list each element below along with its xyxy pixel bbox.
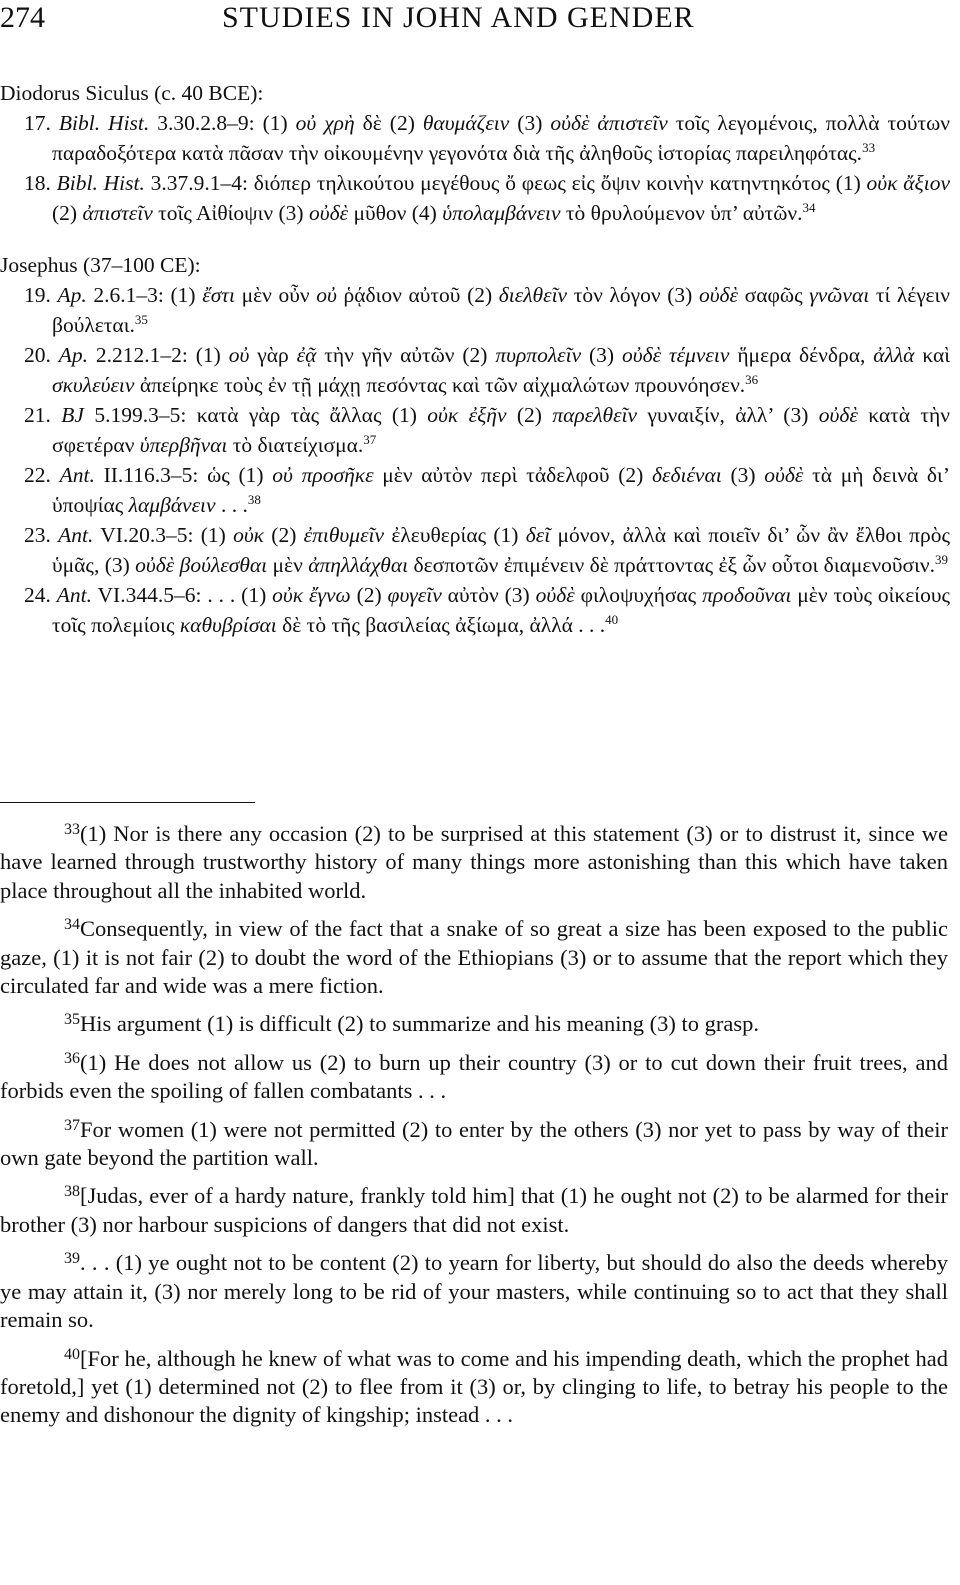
footnote-number: 36	[64, 1049, 80, 1067]
italic-text: Ant.	[58, 523, 94, 547]
italic-text: οὐδὲ βούλεσθαι	[135, 553, 268, 577]
citation-entry	[0, 460, 950, 520]
entry-number: 17.	[24, 111, 51, 135]
footnote-number: 33	[64, 821, 80, 838]
footnote-ref: 37	[363, 431, 377, 447]
entry-text: μῦθον (4)	[348, 201, 443, 225]
entry-text: μὲν τοὺς οἰκείους τοῖς πολεμίοις	[52, 583, 950, 637]
entry-text: σαφῶς	[738, 283, 810, 307]
footnote-number: 39	[64, 1250, 80, 1268]
footnote-ref: 38	[247, 491, 261, 507]
running-header	[0, 0, 950, 40]
entry-number: 24.	[24, 583, 51, 607]
italic-text: ὑπολαμβάνειν	[442, 201, 561, 225]
citation-entry	[0, 168, 950, 228]
italic-text: θαυμάζειν	[422, 111, 510, 135]
italic-text: οὐδὲ	[535, 583, 575, 607]
italic-text: καθυβρίσαι	[179, 613, 277, 637]
entry-text: (3)	[581, 343, 622, 367]
entry-text: (2)	[264, 523, 304, 547]
entry-text: 2.212.1–2: (1)	[88, 343, 229, 367]
entry-text: μὲν οὖν	[234, 283, 317, 307]
entry-text	[51, 463, 60, 487]
entry-text: ῥᾴδιον αὐτοῦ (2)	[336, 283, 499, 307]
entry-text: (3)	[509, 111, 551, 135]
entry-text: (2)	[350, 583, 388, 607]
entry-text: (2)	[506, 403, 553, 427]
footnote-text: . . . (1) ye ought not to be content (2) to yearn for liberty, but should do also the deeds whereby ye may attain it, (3) nor merely long to be rid of your masters, while continuing so to act that they shall remain so.	[0, 1250, 948, 1333]
italic-text: σκυλεύειν	[52, 373, 135, 397]
entry-text: τὸ διατείχισμα.	[227, 433, 364, 457]
italic-text: οὐκ ἐξῆν	[427, 403, 507, 427]
entry-text: μὲν αὐτὸν περὶ τἀδελφοῦ (2)	[373, 463, 653, 487]
entry-text: ἐλευθερίας (1)	[384, 523, 526, 547]
italic-text: ἔστι	[202, 283, 235, 307]
footnote-number: 37	[64, 1116, 80, 1134]
footnote-ref: 35	[134, 311, 148, 327]
citation-entry	[0, 280, 950, 340]
italic-text: δεδιέναι	[652, 463, 722, 487]
entry-text: 3.37.9.1–4: διόπερ τηλικούτου μεγέθους ὄ φεως εἰς ὄψιν κοινὴν κατηντηκότος (1)	[144, 171, 867, 195]
footnote-ref: 39	[935, 551, 949, 567]
entry-text: (3)	[721, 463, 765, 487]
italic-text: γνῶναι	[809, 283, 870, 307]
italic-text: οὐ	[228, 343, 250, 367]
italic-text: οὐκ ἄξιον	[866, 171, 951, 195]
footnote	[0, 1249, 948, 1334]
italic-text: Bibl. Hist.	[58, 111, 150, 135]
entry-text: VI.344.5–6: . . . (1)	[92, 583, 273, 607]
italic-text: οὐκ	[233, 523, 265, 547]
footnote-text: [Judas, ever of a hardy nature, frankly told him] that (1) he ought not (2) to be alarmed for their brother (3) nor harbour suspicions of dangers that did not exist.	[0, 1183, 948, 1237]
footnote-text: [For he, although he knew of what was to come and his impending death, which the prophet had foretold,] yet (1) determined not (2) to flee from it (3) or, by clinging to life, to betray his people to the enemy and dishonour the dignity of kingship; instead . . .	[0, 1345, 948, 1428]
entry-text: γυναιξίν, ἀλλ’ (3)	[637, 403, 819, 427]
italic-text: λαμβάνειν	[128, 493, 216, 517]
italic-text: πυρπολεῖν	[495, 343, 582, 367]
italic-text: παρελθεῖν	[552, 403, 638, 427]
entry-text: τοῖς Αἰθίοψιν (3)	[152, 201, 309, 225]
entry-text: καὶ	[914, 343, 951, 367]
footnote	[0, 820, 948, 905]
entry-text: τί λέγειν βούλεται.	[52, 283, 951, 337]
entry-text: 3.30.2.8–9: (1)	[149, 111, 296, 135]
footnote-number: 35	[64, 1011, 80, 1029]
entry-text	[51, 283, 58, 307]
italic-text: διελθεῖν	[498, 283, 568, 307]
entry-text: δὲ τὸ τῆς βασιλείας ἀξίωμα, ἀλλά . . .	[276, 613, 606, 637]
footnote-text: For women (1) were not permitted (2) to enter by the others (3) nor yet to pass by way of their own gate beyond the partition wall.	[0, 1116, 948, 1171]
entry-text: 5.199.3–5: κατὰ γὰρ τὰς ἄλλας (1)	[83, 403, 428, 427]
entry-text: τὴν γῆν αὐτῶν (2)	[316, 343, 496, 367]
italic-text: οὐ χρὴ	[295, 111, 355, 135]
entry-text	[51, 111, 59, 135]
italic-text: οὐδὲ	[698, 283, 739, 307]
italic-text: Bibl. Hist.	[56, 171, 145, 195]
citation-entry	[0, 340, 950, 400]
italic-text: οὐ	[316, 283, 337, 307]
footnote-text: His argument (1) is difficult (2) to summarize and his meaning (3) to grasp.	[80, 1011, 760, 1037]
footnote-number: 40	[64, 1345, 80, 1363]
italic-text: ὑπερβῆναι	[139, 433, 228, 457]
italic-text: οὐδὲ ἀπιστεῖν	[550, 111, 668, 135]
entry-text: τοῖς λεγομένοις, πολλὰ τούτων παραδοξότερα κατὰ πᾶσαν τὴν οἰκουμένην γεγονότα διὰ τῆς ἀληθοῦς ἱστορίας παρειληφότας.	[52, 111, 951, 165]
entry-text: 2.6.1–3: (1)	[86, 283, 203, 307]
italic-text: Ant.	[56, 583, 93, 607]
entry-number: 20.	[24, 343, 51, 367]
entry-text: τὰ μὴ δεινὰ δι’ ὑποψίας	[52, 463, 950, 517]
entry-text: δεσποτῶν ἐπιμένειν δὲ πράττοντας ἐξ ὧν οὗτοι διαμενοῦσιν.	[408, 553, 936, 577]
entry-text: κατὰ τὴν σφετέραν	[52, 403, 951, 457]
entry-text: ἀπείρηκε τοὺς ἐν τῇ μάχῃ πεσόντας καὶ τῶν αἰχμαλώτων προυνόησεν.	[134, 373, 746, 397]
entry-number: 19.	[24, 283, 51, 307]
entry-text: . . .	[215, 493, 248, 517]
footnote-text: Consequently, in view of the fact that a snake of so great a size has been exposed to the public gaze, (1) it is not fair (2) to doubt the word of the Ethiopians (3) or to assume that the report which they circulated far and wide was a mere fiction.	[0, 916, 948, 999]
citation-entry	[0, 580, 950, 640]
citation-entry	[0, 400, 950, 460]
section-label: Josephus (37–100 CE):	[0, 253, 201, 277]
entry-text	[51, 403, 61, 427]
section-gap	[0, 228, 950, 250]
footnote-rule	[0, 802, 255, 803]
italic-text: οὐδὲ	[308, 201, 349, 225]
footnote-ref: 36	[745, 371, 759, 387]
italic-text: ἐᾷ	[296, 343, 317, 367]
main-text	[0, 78, 950, 640]
italic-text: οὐ προσῆκε	[272, 463, 374, 487]
italic-text: BJ	[61, 403, 84, 427]
entry-text: δὲ (2)	[354, 111, 423, 135]
footnote-ref: 40	[605, 611, 619, 627]
section-label: Diodorus Siculus (c. 40 BCE):	[0, 81, 264, 105]
entry-number: 18.	[24, 171, 51, 195]
entry-number: 23.	[24, 523, 51, 547]
entry-text: ἥμερα δένδρα,	[729, 343, 874, 367]
entry-number: 22.	[24, 463, 51, 487]
italic-text: Ant.	[59, 463, 95, 487]
entry-text: μόνον, ἀλλὰ καὶ ποιεῖν δι’ ὧν ἂν ἔλθοι πρὸς ὑμᾶς, (3)	[52, 523, 950, 577]
footnote	[0, 1010, 948, 1038]
footnote-text: (1) Nor is there any occasion (2) to be surprised at this statement (3) or to distrust it, since we have learned through trustworthy history of many things more astonishing than this which have taken place throughout all the inhabited world.	[0, 821, 948, 903]
entry-text: φιλοψυχήσας	[574, 583, 703, 607]
entry-number: 21.	[24, 403, 51, 427]
italic-text: φυγεῖν	[387, 583, 442, 607]
italic-text: οὐδὲ τέμνειν	[621, 343, 730, 367]
entry-text: τὸ θρυλούμενον ὑπ’ αὐτῶν.	[560, 201, 803, 225]
italic-text: Ap.	[57, 283, 87, 307]
page-number: 274	[0, 1, 45, 34]
footnote-ref: 34	[802, 199, 816, 215]
footnote	[0, 1345, 948, 1430]
footnote	[0, 915, 948, 1000]
italic-text: προδοῦναι	[702, 583, 792, 607]
citation-entry	[0, 520, 950, 580]
entry-text: (2)	[52, 201, 83, 225]
italic-text: ἐπιθυμεῖν	[303, 523, 385, 547]
footnote-number: 38	[64, 1183, 80, 1201]
italic-text: οὐκ ἔγνω	[272, 583, 351, 607]
entry-text: γὰρ	[249, 343, 297, 367]
italic-text: οὐδὲ	[818, 403, 858, 427]
footnote-text: (1) He does not allow us (2) to burn up their country (3) or to cut down their fruit trees, and forbids even the spoiling of fallen combatants . . .	[0, 1049, 948, 1104]
running-title: STUDIES IN JOHN AND GENDER	[222, 1, 695, 34]
footnote-ref: 33	[862, 139, 876, 155]
footnote	[0, 1049, 948, 1106]
footnote	[0, 1116, 948, 1173]
footnote-number: 34	[64, 916, 80, 934]
italic-text: οὐδὲ	[764, 463, 804, 487]
italic-text: ἀπιστεῖν	[82, 201, 153, 225]
italic-text: ἀλλὰ	[873, 343, 915, 367]
italic-text: ἀπηλλάχθαι	[308, 553, 409, 577]
entry-text: VI.20.3–5: (1)	[93, 523, 234, 547]
entry-text: II.116.3–5: ὡς (1)	[94, 463, 273, 487]
entry-text	[51, 343, 59, 367]
italic-text: Ap.	[58, 343, 89, 367]
footnote	[0, 1182, 948, 1239]
entry-text: αὐτὸν (3)	[441, 583, 536, 607]
italic-text: δεῖ	[525, 523, 551, 547]
citation-entry	[0, 108, 950, 168]
footnotes	[0, 820, 948, 1440]
entry-text: μὲν	[267, 553, 309, 577]
entry-text: τὸν λόγον (3)	[567, 283, 699, 307]
